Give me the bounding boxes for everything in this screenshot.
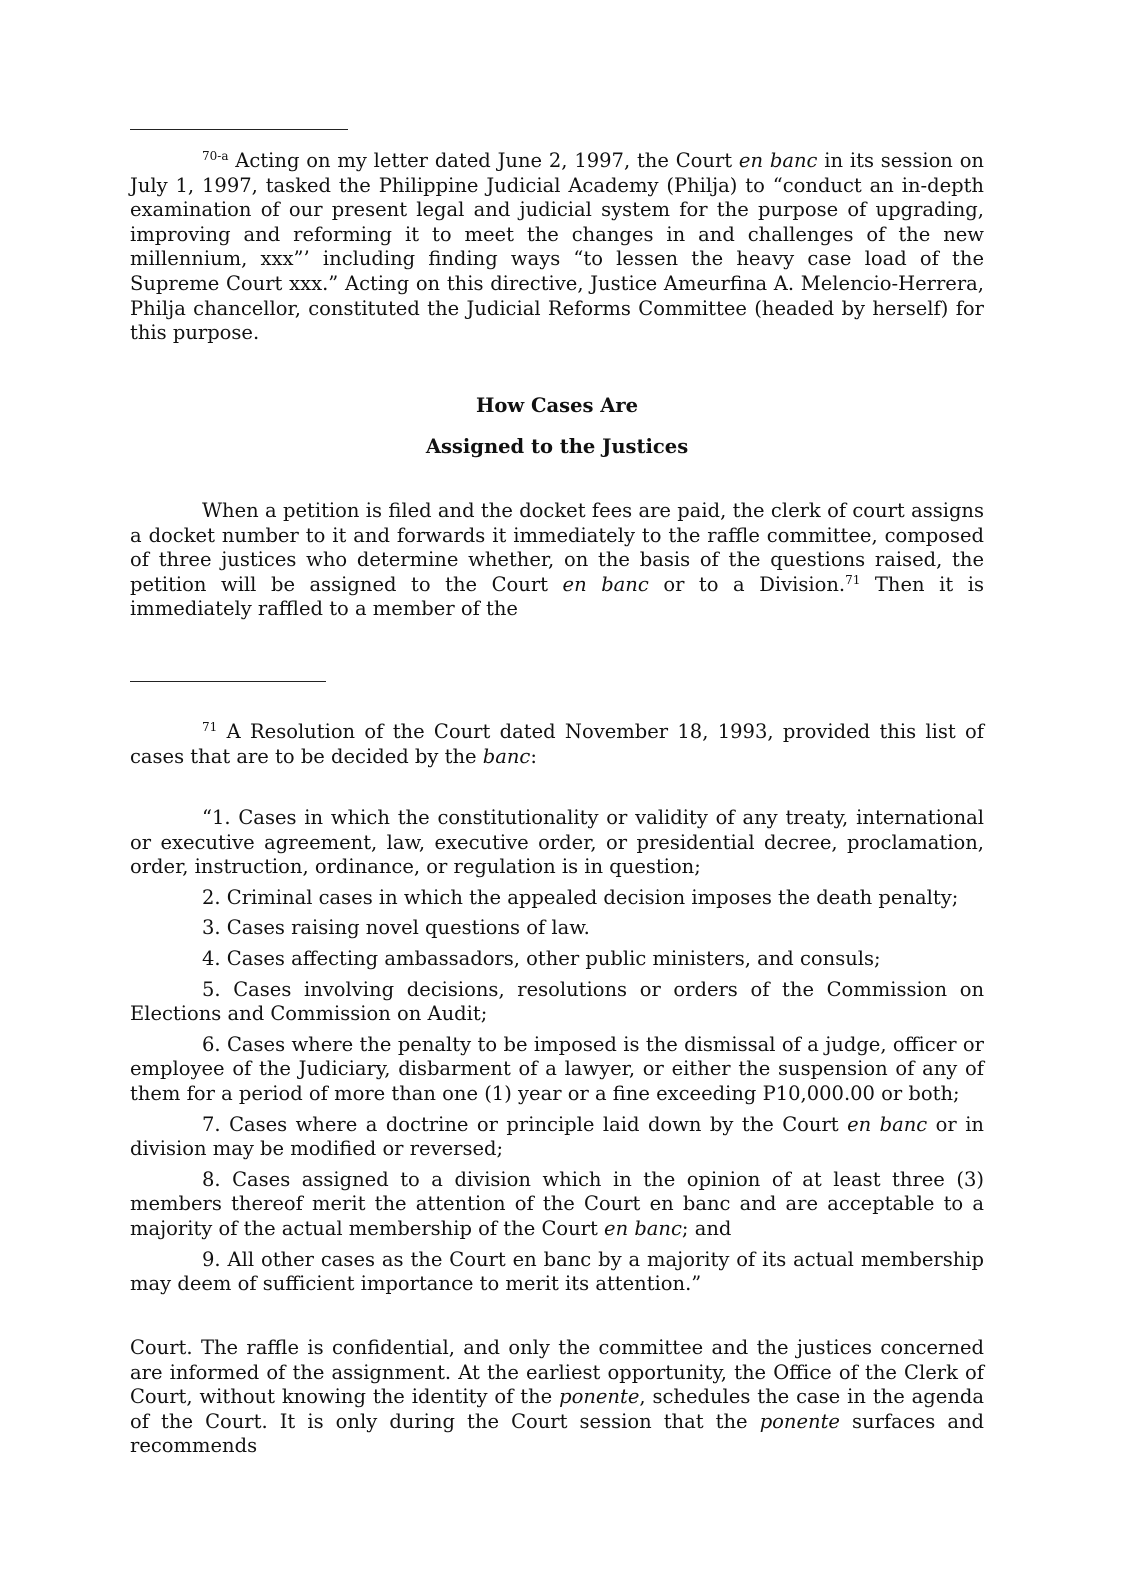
list-item: 2. Criminal cases in which the appealed decision imposes the death penalty; <box>202 885 959 909</box>
list-item: 3. Cases raising novel questions of law. <box>202 916 590 940</box>
list-item: “1. Cases in which the constitutionality or validity of any treaty, international or executive agreement, law, executive order, or presidential decree, proclamation, order, instruction, ordinance, or regulation is in question; <box>130 806 984 879</box>
continuation-paragraph: Court. The raffle is confidential, and only the committee and the justices concerned are informed of the assignment. At the earliest opportunity, the Office of the Clerk of Court, without knowing the identity of the ponente, schedules the case in the agenda of the Court. It is only during the Court session that the ponente surfaces and recommends <box>130 1336 984 1458</box>
footnote-reference: 71 <box>845 572 861 587</box>
list-item: 4. Cases affecting ambassadors, other public ministers, and consuls; <box>202 946 881 970</box>
list-item: 7. Cases where a doctrine or principle laid down by the Court en banc or in division may be modified or reversed; <box>130 1112 984 1161</box>
list-item: 5. Cases involving decisions, resolutions or orders of the Commission on Elections and Commission on Audit; <box>130 977 984 1026</box>
quoted-list <box>130 806 984 1297</box>
footnote-separator-top <box>130 129 348 130</box>
footnote-separator-bottom <box>130 681 326 682</box>
list-item: 8. Cases assigned to a division which in the opinion of at least three (3) members thereof merit the attention of the Court en banc and are acceptable to a majority of the actual membership of the Court en banc; and <box>130 1167 984 1240</box>
section-heading-line-1: How Cases Are <box>475 394 639 417</box>
footnote-70a <box>130 149 984 346</box>
footnote-marker: 70-a <box>202 149 229 163</box>
footnote-marker: 71 <box>202 720 218 734</box>
footnote-70a-paragraph: $^{70-a}$ Acting on my letter dated June 2, 1997, the Court en banc in its session on July 1, 1997, tasked the Philippine Judicial Academy (Philja) to “conduct an in-depth examination of our present legal and judicial system for the purpose of upgrading, improving and reforming it to meet the changes in and challenges of the new millennium, xxx”’ including finding ways “to lessen the heavy case load of the Supreme Court xxx.” Acting on this directive, Justice Ameurfina A. Melencio-Herrera, Philja chancellor, constituted the Judicial Reforms Committee (headed by herself) for this purpose. <box>130 149 984 345</box>
list-item: 9. All other cases as the Court en banc by a majority of its actual membership may deem of sufficient importance to merit its attention.” <box>130 1247 984 1296</box>
body-paragraph: When a petition is filed and the docket fees are paid, the clerk of court assigns a docket number to it and forwards it immediately to the raffle committee, composed of three justices who determine whether, on the basis of the questions raised, the petition will be assigned to the Court en banc or to a Division.$^{71}$ Then it is immediately raffled to a member of the <box>130 499 984 621</box>
section-heading-line-2: Assigned to the Justices <box>425 435 689 458</box>
list-item: 6. Cases where the penalty to be imposed is the dismissal of a judge, officer or employee of the Judiciary, disbarment of a lawyer, or either the suspension of any of them for a period of more than one (1) year or a fine exceeding P10,000.00 or both; <box>130 1032 984 1105</box>
footnote-71: $^{71}$ A Resolution of the Court dated November 18, 1993, provided this list of cases that are to be decided by the banc: <box>130 720 984 768</box>
